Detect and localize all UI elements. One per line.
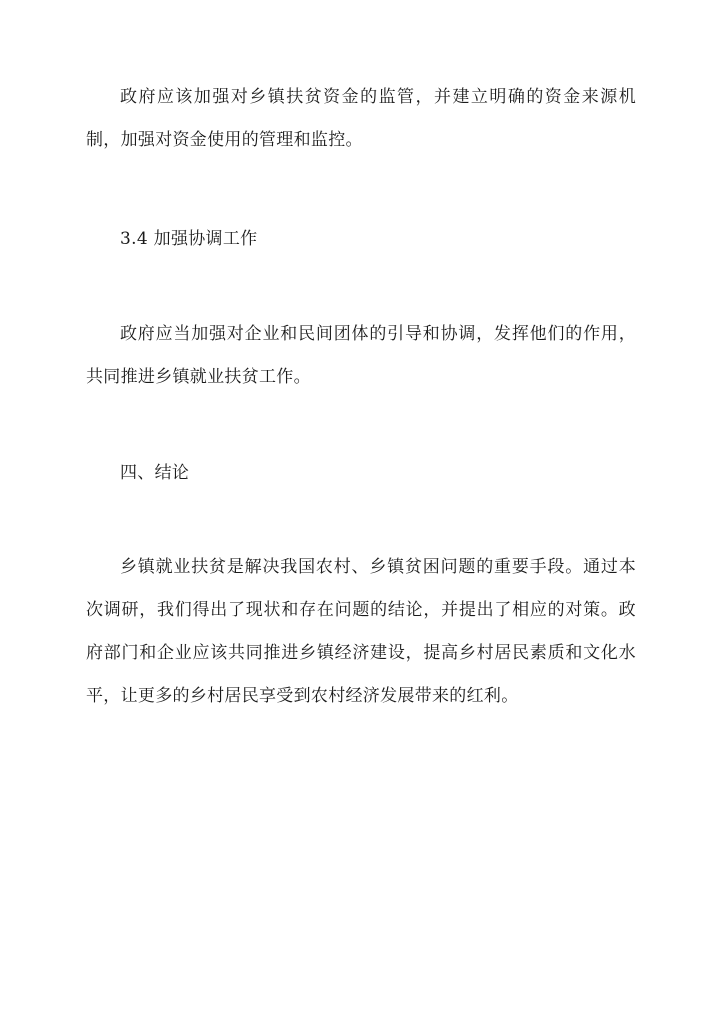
section-heading-conclusion: 四、结论 bbox=[120, 463, 190, 483]
paragraph-fund-supervision: 政府应该加强对乡镇扶贫资金的监管，并建立明确的资金来源机制，加强对资金使用的管理和监控。 bbox=[86, 87, 636, 150]
section-heading-3-4: 3.4 加强协调工作 bbox=[120, 229, 258, 249]
paragraph-conclusion: 乡镇就业扶贫是解决我国农村、乡镇贫困问题的重要手段。通过本次调研，我们得出了现状和存在问题的结论，并提出了相应的对策。政府部门和企业应该共同推进乡镇经济建设，提高乡村居民素质和文化水平，让更多的乡村居民享受到农村经济发展带来的红利。 bbox=[86, 557, 636, 706]
paragraph-coordination: 政府应当加强对企业和民间团体的引导和协调，发挥他们的作用，共同推进乡镇就业扶贫工作。 bbox=[86, 324, 636, 387]
